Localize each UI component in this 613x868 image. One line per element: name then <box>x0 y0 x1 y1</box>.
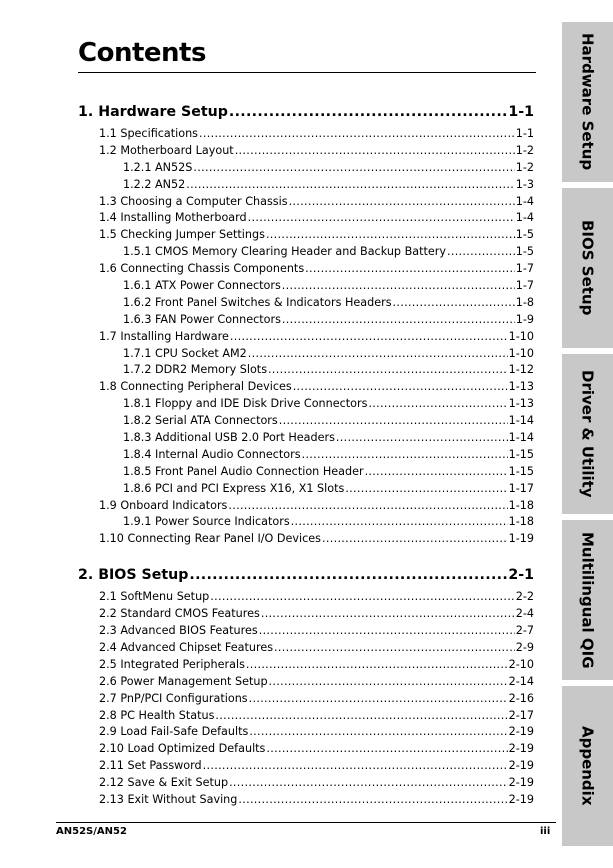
toc-entry[interactable] <box>78 414 534 431</box>
toc-entry[interactable] <box>78 347 534 364</box>
toc-entry-page: 1-4 <box>515 194 534 208</box>
toc-entry[interactable] <box>78 211 534 228</box>
toc-entry[interactable] <box>78 793 534 810</box>
toc-entry-title: 1.8.2 Serial ATA Connectors <box>123 414 278 428</box>
toc-entry-title: 1.10 Connecting Rear Panel I/O Devices <box>99 532 322 546</box>
toc-entry[interactable] <box>78 641 534 658</box>
toc-entry-page: 1-10 <box>508 329 534 343</box>
toc-dot-leader <box>368 397 507 410</box>
toc-dot-leader <box>282 279 515 292</box>
footer-divider <box>56 822 556 823</box>
toc-entry[interactable] <box>78 465 534 482</box>
toc-entry[interactable] <box>78 725 534 742</box>
toc-entry[interactable] <box>78 759 534 776</box>
toc-dot-leader <box>246 658 508 671</box>
toc-entry-title: 1.6 Connecting Chassis Components <box>99 262 305 276</box>
toc-entry[interactable] <box>78 104 534 123</box>
table-of-contents <box>78 104 534 810</box>
toc-entry-page: 2-19 <box>508 742 534 756</box>
toc-entry[interactable] <box>78 776 534 793</box>
toc-entry-title: 2.8 PC Health Status <box>99 708 215 722</box>
toc-entry-title: 1.9 Onboard Indicators <box>99 498 228 512</box>
toc-dot-leader <box>322 532 508 545</box>
toc-dot-leader <box>235 144 515 157</box>
toc-entry-title: 1.8.5 Front Panel Audio Connection Header <box>123 464 364 478</box>
toc-entry-title: 1.6.1 ATX Power Connectors <box>123 279 281 293</box>
toc-dot-leader <box>249 692 508 705</box>
toc-entry-page: 2-7 <box>515 624 534 638</box>
toc-entry-title: 2.3 Advanced BIOS Features <box>99 624 258 638</box>
toc-entry-title: 1.8.3 Additional USB 2.0 Port Headers <box>123 431 335 445</box>
tab-bios-setup[interactable] <box>562 188 613 348</box>
toc-entry-page: 2-10 <box>508 657 534 671</box>
toc-dot-leader <box>193 161 514 174</box>
toc-entry-page: 2-9 <box>515 640 534 654</box>
toc-entry[interactable] <box>78 228 534 245</box>
toc-entry[interactable] <box>78 195 534 212</box>
toc-entry-page: 2-14 <box>508 674 534 688</box>
toc-entry-page: 2-19 <box>508 792 534 806</box>
toc-dot-leader <box>238 793 507 806</box>
toc-entry-page: 1-5 <box>515 245 534 259</box>
toc-dot-leader <box>393 296 515 309</box>
toc-dot-leader <box>248 211 515 224</box>
toc-entry[interactable] <box>78 161 534 178</box>
toc-dot-leader <box>189 567 507 583</box>
toc-entry-page: 1-15 <box>508 464 534 478</box>
page-title: Contents <box>78 38 206 68</box>
toc-entry-page: 1-8 <box>515 295 534 309</box>
toc-entry-page: 1-9 <box>515 312 534 326</box>
toc-dot-leader <box>447 245 515 258</box>
toc-entry-title: 1.1 Specifications <box>99 127 199 140</box>
footer-model: AN52S/AN52 <box>56 826 127 837</box>
toc-entry-title: 1.8 Connecting Peripheral Devices <box>99 380 292 394</box>
tab-label: Multilingual QIG <box>578 531 597 669</box>
toc-entry-page: 1-19 <box>508 532 534 546</box>
title-divider <box>78 72 536 73</box>
toc-entry-title: 1.8.1 Floppy and IDE Disk Drive Connectors <box>123 397 368 411</box>
toc-entry-title: 1.8.6 PCI and PCI Express X16, X1 Slots <box>123 481 345 495</box>
toc-entry-page: 1-18 <box>508 498 534 512</box>
toc-dot-leader <box>269 675 508 688</box>
toc-dot-leader <box>249 725 507 738</box>
toc-dot-leader <box>266 228 515 241</box>
toc-entry-page: 1-15 <box>508 447 534 461</box>
toc-entry-page: 1-1 <box>508 104 534 120</box>
tab-label: Appendix <box>578 726 597 806</box>
toc-entry-title: 2.9 Load Fail-Safe Defaults <box>99 725 249 739</box>
toc-dot-leader <box>229 776 508 789</box>
toc-entry[interactable] <box>78 178 534 195</box>
toc-entry-title: 1.4 Installing Motherboard <box>99 211 247 225</box>
toc-entry-page: 1-7 <box>515 279 534 293</box>
toc-entry-page: 1-14 <box>508 414 534 428</box>
toc-entry-title: 1.9.1 Power Source Indicators <box>123 515 290 529</box>
toc-entry[interactable] <box>78 330 534 347</box>
toc-dot-leader <box>345 482 507 495</box>
toc-dot-leader <box>336 431 508 444</box>
toc-dot-leader <box>274 641 515 654</box>
toc-dot-leader <box>186 178 514 191</box>
toc-dot-leader <box>215 709 507 722</box>
toc-entry-title: 1.7.2 DDR2 Memory Slots <box>123 363 268 377</box>
toc-entry-page: 2-16 <box>508 691 534 705</box>
toc-entry-page: 2-19 <box>508 776 534 790</box>
toc-entry-title: 1.8.4 Internal Audio Connectors <box>123 447 301 461</box>
toc-entry[interactable] <box>78 675 534 692</box>
toc-entry[interactable] <box>78 296 534 313</box>
toc-entry-page: 1-1 <box>515 127 534 140</box>
tab-hardware-setup[interactable] <box>562 22 613 182</box>
toc-entry[interactable] <box>78 590 534 607</box>
toc-entry-title: 1.5 Checking Jumper Settings <box>99 228 265 242</box>
toc-entry[interactable] <box>78 515 534 532</box>
toc-entry-title: 1.5.1 CMOS Memory Clearing Header and Backup Battery <box>123 245 446 259</box>
toc-entry[interactable] <box>78 567 534 586</box>
toc-entry-page: 1-5 <box>515 228 534 242</box>
toc-entry-page: 1-2 <box>515 143 534 157</box>
toc-dot-leader <box>229 104 507 120</box>
toc-entry-page: 2-19 <box>508 725 534 739</box>
toc-entry[interactable] <box>78 482 534 499</box>
toc-dot-leader <box>228 499 507 512</box>
toc-entry[interactable] <box>78 624 534 641</box>
toc-dot-leader <box>210 590 514 603</box>
toc-entry[interactable] <box>78 431 534 448</box>
toc-entry[interactable] <box>78 397 534 414</box>
tab-appendix[interactable] <box>562 686 613 846</box>
toc-entry-page: 1-2 <box>515 160 534 174</box>
toc-entry-title: 2.1 SoftMenu Setup <box>99 590 210 604</box>
toc-dot-leader <box>261 607 515 620</box>
toc-entry[interactable] <box>78 363 534 380</box>
toc-dot-leader <box>302 448 508 461</box>
toc-entry[interactable] <box>78 692 534 709</box>
toc-entry[interactable] <box>78 658 534 675</box>
toc-entry[interactable] <box>78 709 534 726</box>
toc-entry[interactable] <box>78 144 534 161</box>
toc-entry-page: 2-2 <box>515 590 534 604</box>
toc-entry-title: 1.2 Motherboard Layout <box>99 143 234 157</box>
toc-entry[interactable] <box>78 742 534 759</box>
toc-entry-title: 2.6 Power Management Setup <box>99 674 268 688</box>
toc-entry-page: 1-10 <box>508 346 534 360</box>
toc-entry-title: 1.2.1 AN52S <box>123 160 193 174</box>
toc-dot-leader <box>282 313 515 326</box>
toc-dot-leader <box>289 195 515 208</box>
toc-entry-title: 2.10 Load Optimized Defaults <box>99 742 266 756</box>
toc-entry-title: 1.3 Choosing a Computer Chassis <box>99 194 288 208</box>
toc-entry[interactable] <box>78 127 534 144</box>
toc-entry-page: 2-4 <box>515 607 534 621</box>
toc-entry[interactable] <box>78 380 534 397</box>
toc-entry-page: 1-14 <box>508 431 534 445</box>
toc-entry-title: 1.2.2 AN52 <box>123 177 186 191</box>
toc-entry-page: 1-4 <box>515 211 534 225</box>
toc-entry-page: 1-3 <box>515 177 534 191</box>
toc-entry-page: 1-18 <box>508 515 534 529</box>
section-tabs <box>562 0 613 868</box>
toc-dot-leader <box>279 414 508 427</box>
toc-dot-leader <box>199 127 515 140</box>
toc-dot-leader <box>268 363 508 376</box>
toc-entry-title: 2.13 Exit Without Saving <box>99 792 238 806</box>
toc-dot-leader <box>248 347 508 360</box>
toc-entry-title: 2.5 Integrated Peripherals <box>99 657 245 671</box>
toc-dot-leader <box>259 624 515 637</box>
toc-dot-leader <box>305 262 515 275</box>
toc-entry-title: 1.7.1 CPU Socket AM2 <box>123 346 247 360</box>
toc-entry-page: 2-17 <box>508 708 534 722</box>
footer-page-number: iii <box>540 826 551 837</box>
toc-entry-title: 2.7 PnP/PCI Configurations <box>99 691 248 705</box>
toc-dot-leader <box>291 515 508 528</box>
toc-entry[interactable] <box>78 607 534 624</box>
toc-entry-title: 1.6.2 Front Panel Switches & Indicators Headers <box>123 295 392 309</box>
toc-entry-title: 2.4 Advanced Chipset Features <box>99 640 274 654</box>
toc-entry-page: 1-17 <box>508 481 534 495</box>
toc-dot-leader <box>365 465 508 478</box>
toc-entry-title: 1.6.3 FAN Power Connectors <box>123 312 281 326</box>
toc-entry-page: 1-13 <box>508 397 534 411</box>
toc-entry-page: 2-1 <box>508 567 534 584</box>
toc-entry-title: 2. BIOS Setup <box>78 567 189 584</box>
toc-entry[interactable] <box>78 313 534 330</box>
toc-dot-leader <box>203 759 508 772</box>
tab-label: Hardware Setup <box>578 33 597 171</box>
toc-entry[interactable] <box>78 499 534 516</box>
toc-entry-title: 2.11 Set Password <box>99 759 202 773</box>
tab-label: BIOS Setup <box>578 220 597 316</box>
toc-entry-page: 1-12 <box>508 363 534 377</box>
toc-entry[interactable] <box>78 245 534 262</box>
toc-entry[interactable] <box>78 448 534 465</box>
toc-entry-title: 1.7 Installing Hardware <box>99 329 229 343</box>
tab-driver-utility[interactable] <box>562 354 613 514</box>
toc-dot-leader <box>266 742 507 755</box>
tab-multilingual-qig[interactable] <box>562 520 613 680</box>
toc-entry-title: 2.12 Save & Exit Setup <box>99 776 229 790</box>
toc-entry-page: 1-7 <box>515 262 534 276</box>
toc-entry[interactable] <box>78 279 534 296</box>
toc-entry-page: 1-13 <box>508 380 534 394</box>
toc-dot-leader <box>293 380 508 393</box>
toc-entry[interactable] <box>78 262 534 279</box>
toc-dot-leader <box>230 330 508 343</box>
toc-entry-page: 2-19 <box>508 759 534 773</box>
toc-entry[interactable] <box>78 532 534 549</box>
toc-entry-title: 1. Hardware Setup <box>78 104 228 120</box>
tab-label: Driver & Utility <box>578 370 597 498</box>
toc-entry-title: 2.2 Standard CMOS Features <box>99 607 260 621</box>
